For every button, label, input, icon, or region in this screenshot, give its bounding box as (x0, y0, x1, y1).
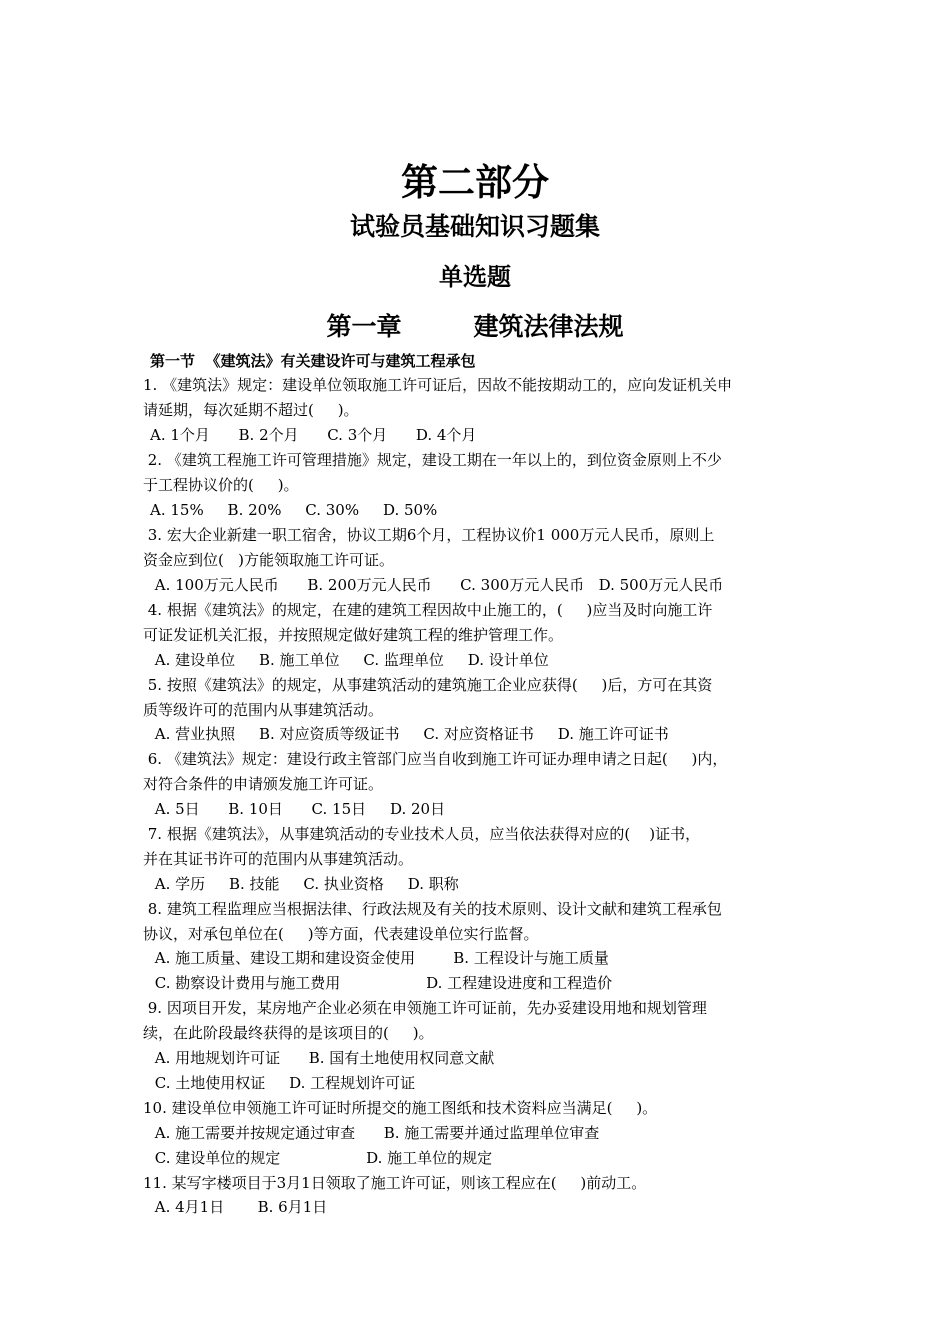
collection-title: 试验员基础知识习题集 (349, 212, 600, 241)
chapter-number: 第一章 (326, 312, 402, 341)
answer-options: A. 营业执照 B. 对应资质等级证书 C. 对应资格证书 D. 施工许可证书 (150, 725, 669, 743)
answer-options: A. 用地规划许可证 B. 国有土地使用权同意文献 (150, 1049, 495, 1067)
answer-options: A. 15% B. 20% C. 30% D. 50% (150, 501, 438, 519)
answer-options: A. 100万元人民币 B. 200万元人民币 C. 300万元人民币 D. 500万元人民币 (150, 576, 724, 594)
question-line: 于工程协议价的( )。 (143, 476, 299, 494)
question-line: 续，在此阶段最终获得的是该项目的( )。 (143, 1024, 434, 1042)
question-line: 协议，对承包单位在( )等方面，代表建设单位实行监督。 (143, 925, 539, 943)
section-title: 第一节 《建筑法》有关建设许可与建筑工程承包 (150, 352, 476, 370)
question-line: 质等级许可的范围内从事建筑活动。 (143, 701, 384, 719)
answer-options: A. 学历 B. 技能 C. 执业资格 D. 职称 (150, 875, 459, 893)
answer-options: A. 5日 B. 10日 C. 15日 D. 20日 (150, 800, 446, 818)
question-line: 6. 《建筑法》规定：建设行政主管部门应当自收到施工许可证办理申请之日起( )内， (143, 750, 728, 768)
question-line: 2. 《建筑工程施工许可管理措施》规定，建设工期在一年以上的，到位资金原则上不少 (143, 451, 722, 469)
question-line: 4. 根据《建筑法》的规定，在建的建筑工程因故中止施工的，( )应当及时向施工许 (143, 601, 713, 619)
chapter-title (0, 307, 950, 343)
question-line: 5. 按照《建筑法》的规定，从事建筑活动的建筑施工企业应获得( )后，方可在其资 (143, 676, 713, 694)
answer-options: A. 施工质量、建设工期和建设资金使用 B. 工程设计与施工质量 (150, 949, 609, 967)
question-line: 10. 建设单位申领施工许可证时所提交的施工图纸和技术资料应当满足( )。 (143, 1099, 658, 1117)
answer-options: A. 建设单位 B. 施工单位 C. 监理单位 D. 设计单位 (150, 651, 549, 669)
chapter-name: 建筑法律法规 (473, 312, 624, 341)
question-line: 3. 宏大企业新建一职工宿舍，协议工期6个月，工程协议价1 000万元人民币，原则上 (143, 526, 715, 544)
question-line: 可证发证机关汇报，并按照规定做好建筑工程的维护管理工作。 (143, 626, 564, 644)
answer-options: C. 土地使用权证 D. 工程规划许可证 (150, 1074, 416, 1092)
question-type-title: 单选题 (439, 262, 511, 291)
answer-options: C. 建设单位的规定 D. 施工单位的规定 (150, 1149, 493, 1167)
answer-options: A. 4月1日 B. 6月1日 (150, 1198, 328, 1216)
question-line: 9. 因项目开发，某房地产企业必须在申领施工许可证前，先办妥建设用地和规划管理 (143, 999, 707, 1017)
question-line: 11. 某写字楼项目于3月1日领取了施工许可证，则该工程应在( )前动工。 (143, 1174, 647, 1192)
question-line: 7. 根据《建筑法》，从事建筑活动的专业技术人员，应当依法获得对应的( )证书， (143, 825, 701, 843)
question-line: 请延期，每次延期不超过( )。 (143, 401, 359, 419)
answer-options: A. 1个月 B. 2个月 C. 3个月 D. 4个月 (150, 426, 477, 444)
question-line: 并在其证书许可的范围内从事建筑活动。 (143, 850, 414, 868)
answer-options: A. 施工需要并按规定通过审查 B. 施工需要并通过监理单位审查 (150, 1124, 600, 1142)
answer-options: C. 勘察设计费用与施工费用 D. 工程建设进度和工程造价 (150, 974, 613, 992)
question-line: 8. 建筑工程监理应当根据法律、行政法规及有关的技术原则、设计文献和建筑工程承包 (143, 900, 722, 918)
question-line: 对符合条件的申请颁发施工许可证。 (143, 775, 384, 793)
question-line: 1. 《建筑法》规定：建设单位领取施工许可证后，因故不能按期动工的，应向发证机关申 (143, 376, 733, 394)
question-line: 资金应到位( )方能领取施工许可证。 (143, 551, 395, 569)
part-title: 第二部分 (401, 160, 549, 204)
